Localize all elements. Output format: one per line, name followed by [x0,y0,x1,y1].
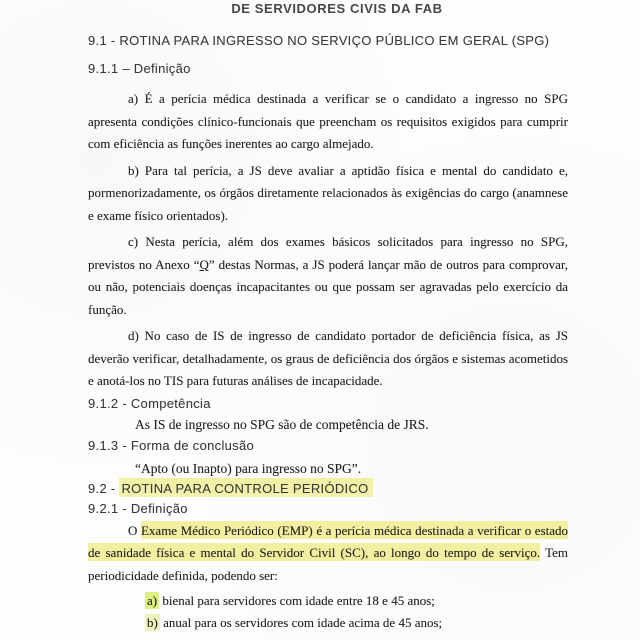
paragraph-c-text: c) Nesta perícia, além dos exames básicos solicitados para ingresso no SPG, previstos no Anexo “ [88,234,568,272]
anexo-q-underlined-letter: Q [199,256,209,272]
list-item-b-text: anual para os servidores com idade acima de 45 anos; [159,615,443,630]
document-content [0,33,640,634]
paragraph-c [88,231,568,321]
list-item-b [145,612,568,634]
section-9-2-title-highlighted: ROTINA PARA CONTROLE PERIÓDICO [119,478,372,497]
clipped-header-line [34,0,640,16]
list-item-a [145,590,568,612]
clipped-header-text: DE SERVIDORES CIVIS DA FAB [231,1,443,16]
section-9-1-2-heading: 9.1.2 - Competência [88,395,211,411]
paragraph-a: a) É a perícia médica destinada a verificar se o candidato a ingresso no SPG apresenta condições clínico-funcionais que preencham os requisitos exigidos para cumprir com eficiência as funções inerentes ao cargo almejado. [88,91,568,151]
emp-highlighted-text: Exame Médico Periódico (EMP) é a perícia médica destinada a verificar o estado de sanidade física e mental do Servidor Civil (SC), ao longo do tempo de serviço. [88,522,569,560]
list-item-a-text: bienal para servidores com idade entre 18 e 45 anos; [159,593,435,608]
emp-definition-paragraph [88,520,568,588]
section-9-1-3-heading: 9.1.3 - Forma de conclusão [88,437,255,453]
emp-intro-start: O [128,522,141,538]
section-9-1-1-heading: 9.1.1 – Definição [88,61,191,76]
competencia-body: As IS de ingresso no SPG são de competência de JRS. [135,416,429,432]
emp-intro-end: Tem periodicidade definida, podendo ser: [88,545,568,583]
list-item-b-marker-highlighted: b) [147,615,158,630]
paragraph-d: d) No caso de IS de ingresso de candidato portador de deficiência física, as JS deverão verificar, detalhadamente, os graus de deficiência dos órgãos e sistemas acometidos e anotá-los no TIS para futuras análises de incapacidade. [88,328,568,388]
paragraph-c-continuation: ” destas Normas, a JS poderá lançar mão de outros para comprovar, ou não, potenciais doenças incapacitantes ou que possam ser agravadas pelo exercício da função. [88,256,568,317]
list-item-a-marker-highlighted: a) [147,593,158,608]
section-9-2-heading [88,481,568,497]
section-9-1-heading: 9.1 - ROTINA PARA INGRESSO NO SERVIÇO PÚBLICO EM GERAL (SPG) [88,33,550,48]
conclusao-quote: “Apto (ou Inapto) para ingresso no SPG”. [135,460,362,476]
section-9-2-number: 9.2 - [88,480,120,496]
section-9-2-1-heading: 9.2.1 - Definição [88,500,188,516]
paragraph-b: b) Para tal perícia, a JS deve avaliar a aptidão física e mental do candidato e, pormenorizadamente, os órgãos diretamente relacionados às exigências do cargo (anamnese e exame físico orientados). [88,162,568,223]
